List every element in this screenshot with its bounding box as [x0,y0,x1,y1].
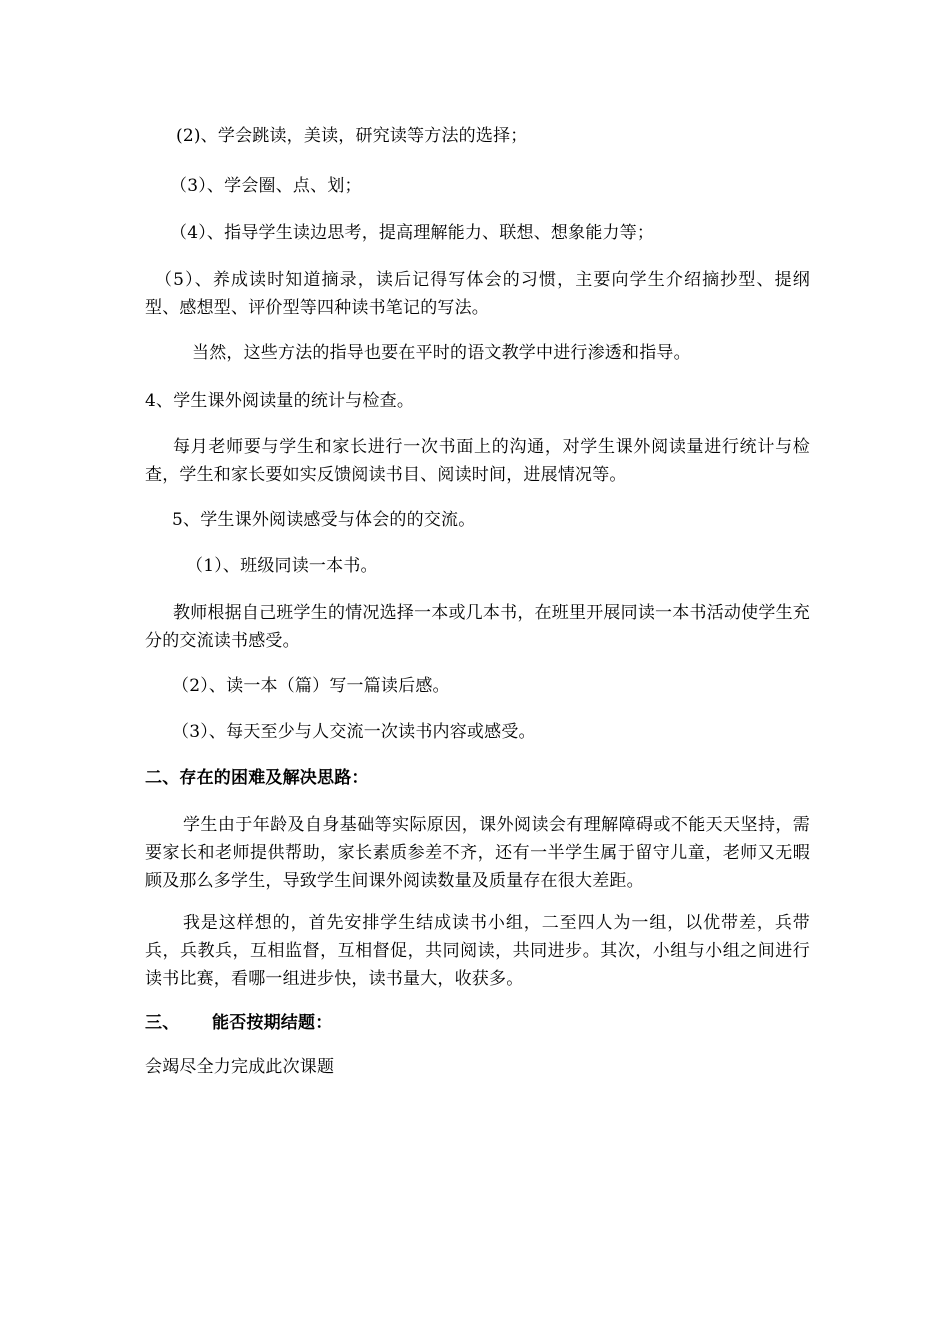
list-item-daily-exchange: （3）、每天至少与人交流一次读书内容或感受。 [172,722,536,742]
paragraph-teacher-selects-books: 教师根据自己班学生的情况选择一本或几本书，在班里开展同读一本书活动使学生充分的交流读书感受。 [145,603,810,651]
list-item-class-read-same-book: （1）、班级同读一本书。 [186,556,378,576]
paragraph-method-guidance: 当然，这些方法的指导也要在平时的语文教学中进行渗透和指导。 [192,343,691,363]
list-item-write-reflection: （2）、读一本（篇）写一篇读后感。 [172,676,450,696]
section-heading-completion-number: 三、 [145,1013,180,1033]
section-heading-completion-title: 能否按期结题： [212,1013,333,1033]
list-item-skim-reading: (2)、学会跳读，美读，研究读等方法的选择； [176,126,528,146]
paragraph-monthly-communication: 每月老师要与学生和家长进行一次书面上的沟通，对学生课外阅读量进行统计与检查，学生和家长要如实反馈阅读书目、阅读时间，进展情况等。 [145,437,810,485]
paragraph-difficulties: 学生由于年龄及自身基础等实际原因，课外阅读会有理解障碍或不能天天坚持，需要家长和老师提供帮助，家长素质参差不齐，还有一半学生属于留守儿童，老师又无暇顾及那么多学生，导致学生间课外阅读数量及质量存在很大差距。 [145,815,810,891]
section-heading-reading-exchange: 5、学生课外阅读感受与体会的的交流。 [172,510,476,530]
section-heading-reading-statistics: 4、学生课外阅读量的统计与检查。 [145,391,415,411]
list-item-mark-text: （3）、学会圈、点、划； [170,176,362,196]
paragraph-note-taking: （5）、养成读时知道摘录，读后记得写体会的习惯，主要向学生介绍摘抄型、提纲型、感想型、评价型等四种读书笔记的写法。 [145,270,810,318]
list-item-think-while-reading: （4）、指导学生读边思考，提高理解能力、联想、想象能力等； [170,223,655,243]
section-heading-difficulties: 二、存在的困难及解决思路： [145,768,369,788]
paragraph-commitment: 会竭尽全力完成此次课题 [145,1057,335,1077]
paragraph-solutions: 我是这样想的，首先安排学生结成读书小组，二至四人为一组，以优带差，兵带兵，兵教兵，互相监督，互相督促，共同阅读，共同进步。其次，小组与小组之间进行读书比赛，看哪一组进步快，读书量大，收获多。 [145,913,810,989]
